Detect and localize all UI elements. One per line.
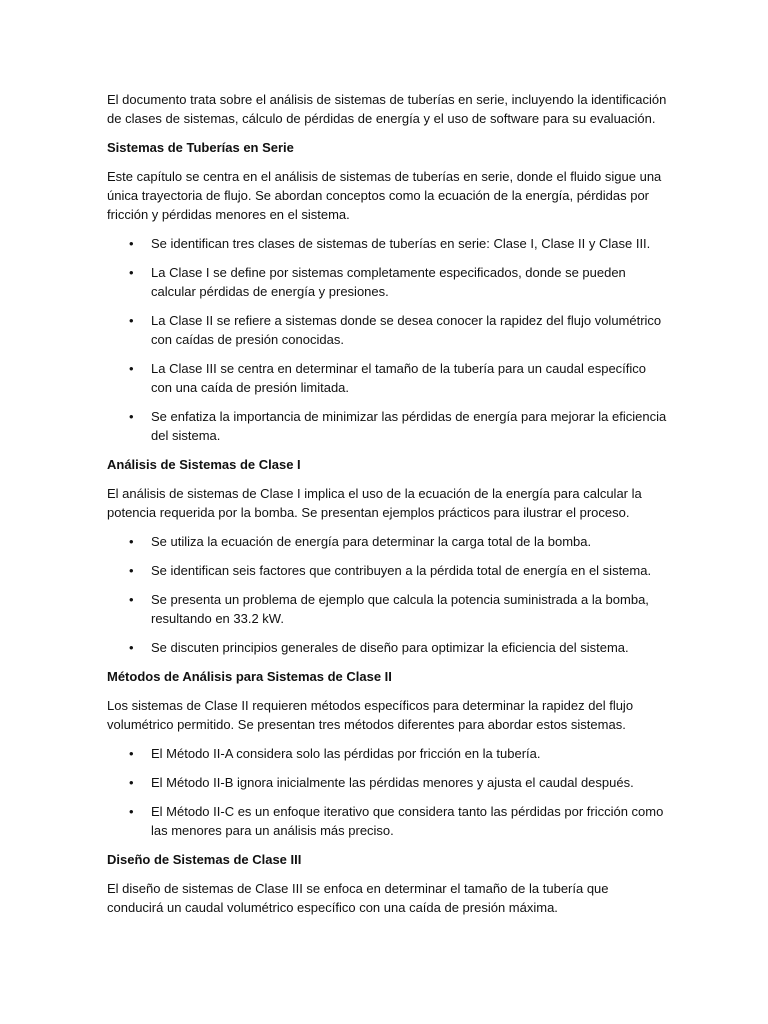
list-item: • El Método II-C es un enfoque iterativo que considera tanto las pérdidas por fricción como las menores para un análisis más preciso. <box>107 802 668 840</box>
intro-paragraph: El documento trata sobre el análisis de sistemas de tuberías en serie, incluyendo la identificación de clases de sistemas, cálculo de pérdidas de energía y el uso de software para su evaluación. <box>107 92 667 126</box>
list-item: • Se identifican tres clases de sistemas de tuberías en serie: Clase I, Clase II y Clase III. <box>107 234 668 253</box>
section-heading: Análisis de Sistemas de Clase I <box>107 457 301 472</box>
section-heading: Métodos de Análisis para Sistemas de Clase II <box>107 669 392 684</box>
section-paragraph: El análisis de sistemas de Clase I implica el uso de la ecuación de la energía para calcular la potencia requerida por la bomba. Se presentan ejemplos prácticos para ilustrar el proceso. <box>107 486 642 520</box>
list-item: • Se utiliza la ecuación de energía para determinar la carga total de la bomba. <box>107 532 668 551</box>
section-paragraph: Los sistemas de Clase II requieren métodos específicos para determinar la rapidez del flujo volumétrico permitido. Se presentan tres métodos diferentes para abordar estos sistemas. <box>107 698 634 732</box>
bullet-list <box>107 744 668 840</box>
section-paragraph: Este capítulo se centra en el análisis de sistemas de tuberías en serie, donde el fluido sigue una única trayectoria de flujo. Se abordan conceptos como la ecuación de la energía, pérdidas por fricción y pérdidas menores en el sistema. <box>107 169 662 222</box>
list-item: • Se discuten principios generales de diseño para optimizar la eficiencia del sistema. <box>107 638 668 657</box>
bullet-list <box>107 532 668 657</box>
list-item: • Se enfatiza la importancia de minimizar las pérdidas de energía para mejorar la eficiencia del sistema. <box>107 407 668 445</box>
bullet-list <box>107 234 668 445</box>
list-item: • Se identifican seis factores que contribuyen a la pérdida total de energía en el sistema. <box>107 561 668 580</box>
list-item: • La Clase II se refiere a sistemas donde se desea conocer la rapidez del flujo volumétrico con caídas de presión conocidas. <box>107 311 668 349</box>
list-item: • Se presenta un problema de ejemplo que calcula la potencia suministrada a la bomba, resultando en 33.2 kW. <box>107 590 668 628</box>
section-heading: Sistemas de Tuberías en Serie <box>107 140 294 155</box>
list-item: • El Método II-A considera solo las pérdidas por fricción en la tubería. <box>107 744 668 763</box>
list-item: • La Clase I se define por sistemas completamente especificados, donde se pueden calcular pérdidas de energía y presiones. <box>107 263 668 301</box>
section-heading: Diseño de Sistemas de Clase III <box>107 852 302 867</box>
list-item: • El Método II-B ignora inicialmente las pérdidas menores y ajusta el caudal después. <box>107 773 668 792</box>
list-item: • La Clase III se centra en determinar el tamaño de la tubería para un caudal específico con una caída de presión limitada. <box>107 359 668 397</box>
section-paragraph: El diseño de sistemas de Clase III se enfoca en determinar el tamaño de la tubería que conducirá un caudal volumétrico específico con una caída de presión máxima. <box>107 881 609 915</box>
